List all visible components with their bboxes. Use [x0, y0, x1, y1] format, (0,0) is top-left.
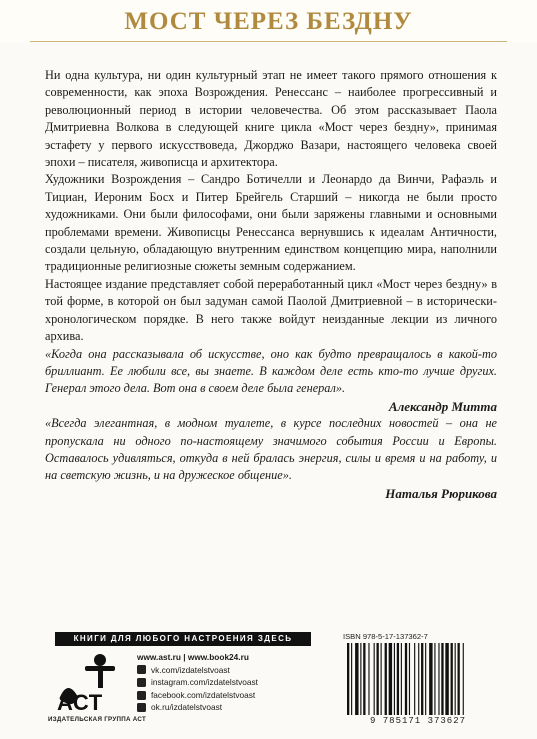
facebook-icon	[137, 691, 146, 700]
title-underline	[30, 41, 507, 42]
vk-icon	[137, 665, 146, 674]
barcode-bar	[421, 643, 423, 715]
isbn: ISBN 978-5-17-137362-7	[343, 632, 428, 641]
quote-text: «Когда она рассказывала об искусстве, оно как будто превращалось в какой-то бриллиант. Ее любили все, вы знаете. В каждом деле есть кто-то лучше других. Генерал этого дела. Вот она в своем деле была генерал».	[45, 346, 497, 396]
barcode-bar	[377, 643, 379, 715]
barcode-bar	[438, 643, 439, 715]
social-link[interactable]: ok.ru/izdatelstvoast	[137, 701, 258, 714]
barcode-bar	[441, 643, 443, 715]
social-link[interactable]: vk.com/izdatelstvoast	[137, 664, 258, 677]
odnoklassniki-icon	[137, 703, 146, 712]
barcode-number: 9 785171 373627	[369, 716, 466, 726]
instagram-icon	[137, 678, 146, 687]
title-band	[0, 0, 537, 42]
barcode-bar	[455, 643, 456, 715]
barcode-bar	[368, 643, 369, 715]
barcode-bar	[405, 643, 407, 715]
quote-text: «Всегда элегантная, в модном туалете, в курсе последних новостей – она не пропускала ни одного по-настоящему значимого события России и Европы. Оставалось удивляться, откуда в ней бралась энергия, силы и время и на работу, и на светскую жизнь, и на дружеское общение».	[45, 416, 497, 483]
barcode	[343, 643, 493, 715]
barcode-bar	[418, 643, 419, 715]
barcode-bar	[355, 643, 358, 715]
ast-logo	[55, 652, 125, 714]
barcode-bar	[451, 643, 453, 715]
quote-author: Александр Митта	[388, 398, 497, 414]
barcode-bar	[389, 643, 392, 715]
barcode-bar	[360, 643, 361, 715]
logo-caption: ИЗДАТЕЛЬСКАЯ ГРУППА АСТ	[48, 716, 147, 723]
page-title: МОСТ ЧЕРЕЗ БЕЗДНУ	[124, 8, 413, 35]
paragraph: Ни одна культура, ни один культурный этап не имеет такого прямого отношения к современности, как эпоха Возрождения. Ренессанс – наиболее прогрессивный и революционный период в истории человечества. Об этом рассказывает Паола Дмитриевна Волкова в следующей книге цикла «Мост через бездну», принимая эстафету у первого искусствоведа, Джорджо Вазари, настоящего человека своей эпохи – писателя, живописца и архитектора.	[45, 68, 497, 170]
barcode-bar	[394, 643, 395, 715]
paragraph: Художники Возрождения – Сандро Ботичелли и Леонардо да Винчи, Рафаэль и Тициан, Иероним Босх и Питер Брейгель Старший – никогда не были просто художниками. Они были философами, они были заряжены главными и основными проблемами времени. Живописцы Ренессанса вернувшись к идеалам Античности, создали цельную, обладающую внутренним единством концепцию мира, наполнили традиционные религиозные сюжеты земным содержанием.	[45, 172, 497, 274]
svg-text:ACT: ACT	[57, 690, 103, 714]
social-link[interactable]: facebook.com/izdatelstvoast	[137, 689, 258, 702]
barcode-bar	[397, 643, 399, 715]
quote-author: Наталья Рюрикова	[385, 485, 497, 501]
barcode-bar	[401, 643, 402, 715]
body-text	[45, 67, 497, 502]
barcode-bar	[409, 643, 410, 715]
social-link[interactable]: instagram.com/izdatelstvoast	[137, 676, 258, 689]
barcode-bar	[463, 643, 464, 715]
slogan-band: КНИГИ ДЛЯ ЛЮБОГО НАСТРОЕНИЯ ЗДЕСЬ	[55, 632, 311, 646]
website-links[interactable]: www.ast.ru | www.book24.ru	[137, 652, 249, 662]
publisher-links	[137, 651, 258, 714]
barcode-bar	[385, 643, 387, 715]
barcode-bar	[351, 643, 352, 715]
barcode-bar	[445, 643, 448, 715]
barcode-bar	[374, 643, 375, 715]
barcode-bar	[429, 643, 432, 715]
barcode-bar	[434, 643, 435, 715]
barcode-bar	[363, 643, 365, 715]
barcode-bar	[414, 643, 415, 715]
barcode-bar	[347, 643, 349, 715]
barcode-bar	[381, 643, 382, 715]
barcode-bar	[425, 643, 426, 715]
barcode-bar	[458, 643, 460, 715]
paragraph: Настоящее издание представляет собой переработанный цикл «Мост через бездну» в той форме, в которой он был задуман самой Паолой Дмитриевной – в исторически-хронологическом порядке. В него также войдут неизданные лекции из личного архива.	[45, 276, 497, 344]
